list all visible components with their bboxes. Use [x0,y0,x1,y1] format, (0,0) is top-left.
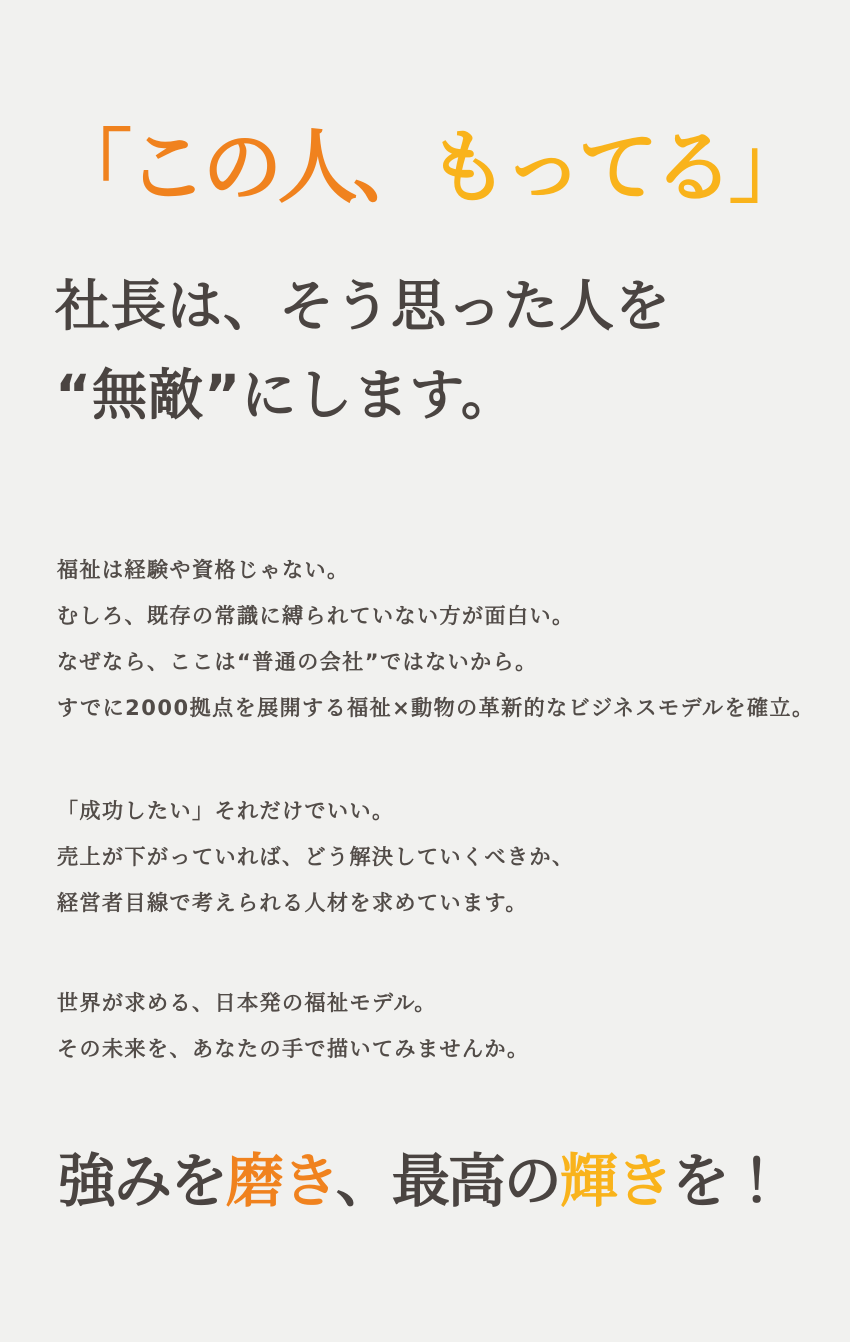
hero-sub-headline [55,262,671,440]
paragraph1-line2: むしろ、既存の常識に縛られていない方が面白い。 [57,604,575,628]
paragraph3-line1: 世界が求める、日本発の福祉モデル。 [57,991,437,1015]
paragraph-business-model [57,547,815,731]
paragraph-candidate-profile [57,788,575,926]
hero-sub-line2: “無敵”にします。 [55,363,517,427]
footer-seg2-text: 磨き [226,1147,336,1215]
paragraph1-line1: 福祉は経験や資格じゃない。 [57,558,350,582]
footer-seg4-text: 輝き [559,1147,672,1215]
hero-quote-orange-text: 「この人、 [52,121,428,214]
footer-seg1-text: 強みを [58,1147,227,1215]
paragraph1-line4: すでに2000拠点を展開する福祉×動物の革新的なビジネスモデルを確立。 [57,696,815,720]
paragraph3-line2: その未来を、あなたの手で描いてみませんか。 [57,1037,530,1061]
paragraph-future-vision [57,980,530,1072]
paragraph2-line3: 経営者目線で考えられる人材を求めています。 [57,891,528,915]
hero-sub-line1: 社長は、そう思った人を [55,274,672,338]
paragraph2-line2: 売上が下がっていれば、どう解決していくべきか、 [57,845,575,869]
paragraph1-line3: なぜなら、ここは“普通の会社”ではないから。 [57,650,538,674]
footer-seg5-text: を！ [671,1147,784,1215]
footer-headline [58,1144,784,1219]
footer-seg3-text: 、最高の [335,1147,560,1215]
paragraph2-line1: 「成功したい」それだけでいい。 [57,799,395,823]
hero-quote-gold-text: もってる」 [428,121,804,214]
hero-quote-headline [52,116,804,220]
